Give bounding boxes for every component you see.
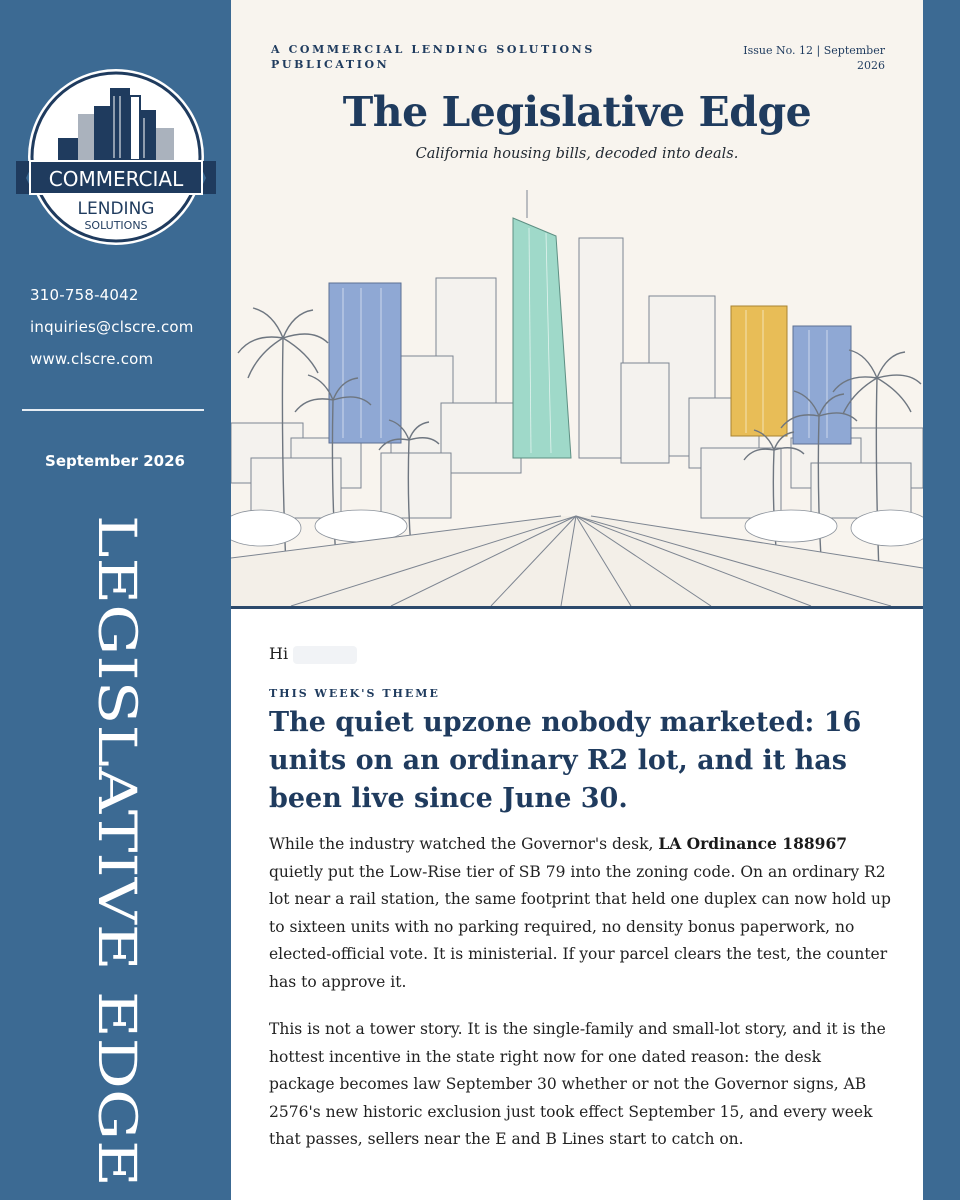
- sidebar: [0, 0, 230, 1200]
- newsletter-panel: [231, 0, 923, 1200]
- sidebar-date: September 2026: [45, 452, 185, 470]
- logo-text-commercial: COMMERCIAL: [48, 167, 184, 191]
- city-skyline-illustration: [231, 188, 923, 606]
- logo-text-lending: LENDING: [77, 199, 155, 219]
- vertical-masthead: LEGISLATIVE EDGE: [85, 515, 147, 1187]
- website-link[interactable]: www.clscre.com: [30, 350, 154, 368]
- newsletter-tagline: California housing bills, decoded into deals.: [415, 146, 739, 162]
- redacted-name: [293, 646, 357, 664]
- email-link[interactable]: inquiries@clscre.com: [30, 318, 194, 336]
- masthead: [231, 0, 923, 608]
- paragraph-1-lead: While the industry watched the Governor's desk,: [269, 835, 659, 853]
- issue-number: Issue No. 12 | September 2026: [743, 44, 885, 72]
- article-headline: The quiet upzone nobody marketed: 16 units on an ordinary R2 lot, and it has been live since June 30.: [269, 707, 862, 814]
- right-border: [923, 0, 960, 1200]
- logo-text-solutions: SOLUTIONS: [84, 219, 148, 232]
- header-divider: [231, 606, 923, 609]
- theme-label: THIS WEEK'S THEME: [269, 687, 440, 700]
- paragraph-1-body: quietly put the Low-Rise tier of SB 79 into the zoning code. On an ordinary R2 lot near a rail station, the same footprint that held one duplex can now hold up to sixteen units with no parking required, no density bonus paperwork, no elected-official vote. It is ministerial. If your parcel clears the test, the counter has to approve it.: [269, 862, 891, 991]
- company-logo: [16, 66, 216, 248]
- newsletter-title: The Legislative Edge: [342, 88, 812, 136]
- ordinance-reference: LA Ordinance 188967: [658, 834, 848, 853]
- article-paragraph-1: [269, 830, 891, 996]
- greeting: Hi: [269, 644, 289, 663]
- sidebar-divider: [22, 409, 204, 411]
- article-paragraph-2: This is not a tower story. It is the single-family and small-lot story, and it is the hottest incentive in the state right now for one dated reason: the desk package becomes law September 30 whether or not the Governor signs, AB 2576's new historic exclusion just took effect September 15, and every week that passes, sellers near the E and B Lines start to catch on.: [269, 1020, 886, 1148]
- phone-number[interactable]: 310-758-4042: [30, 286, 139, 304]
- publication-kicker: A COMMERCIAL LENDING SOLUTIONS PUBLICATION: [271, 43, 595, 71]
- contact-info: [30, 284, 194, 380]
